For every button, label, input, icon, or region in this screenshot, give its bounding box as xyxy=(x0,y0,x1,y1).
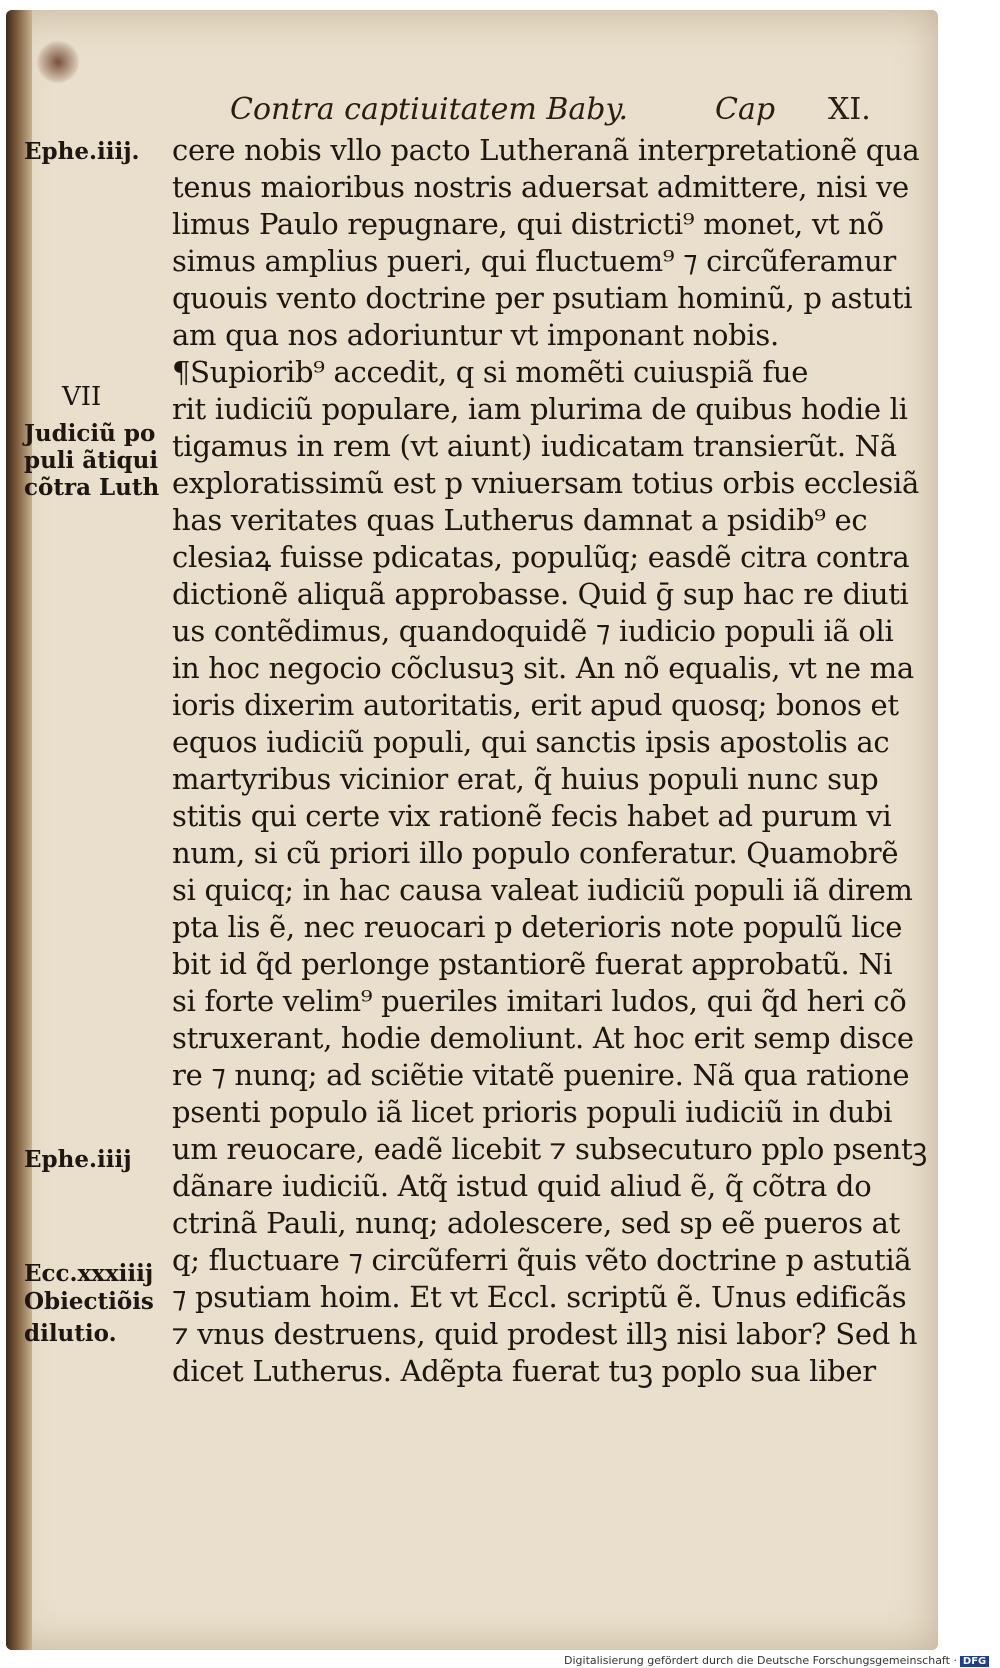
text-line: ¶Supiorib⁹ accedit, q si momẽti cuiuspiã fue xyxy=(172,355,809,389)
text-line: martyribus vicinior erat, q̃ huius populi nunc sup xyxy=(172,762,879,796)
text-line: dãnare iudiciũ. Atq̃ istud quid aliud ẽ, q̃ cõtra do xyxy=(172,1169,872,1203)
text-line: ⁊ vnus destruens, quid prodest illꝫ nisi labor? Sed h xyxy=(172,1317,918,1351)
text-line: stitis qui certe vix rationẽ fecis habet ad purum vi xyxy=(172,799,892,833)
margin-note-section-number: VII xyxy=(62,382,102,412)
text-line: clesiaꝝ fuisse pdicatas, populũq; easdẽ citra contra xyxy=(172,540,910,574)
text-line: tigamus in rem (vt aiunt) iudicatam transierũt. Nã xyxy=(172,429,897,463)
running-header xyxy=(230,92,920,132)
ink-stain xyxy=(36,40,80,84)
text-line: num, si cũ priori illo populo conferatur. Quamobrẽ xyxy=(172,836,899,870)
text-line: dicet Lutherus. Adẽpta fuerat tuꝫ poplo sua liber xyxy=(172,1354,876,1388)
text-line: limus Paulo repugnare, qui districti⁹ monet, vt nõ xyxy=(172,207,884,241)
text-line: psenti populo iã licet prioris populi iudiciũ in dubi xyxy=(172,1095,893,1129)
text-line: equos iudiciũ populi, qui sanctis ipsis apostolis ac xyxy=(172,725,890,759)
text-line: pta lis ẽ, nec reuocari p deterioris note populũ lice xyxy=(172,910,903,944)
text-line: exploratissimũ est p vniuersam totius orbis ecclesiã xyxy=(172,466,919,500)
text-line: dictionẽ aliquã approbasse. Quid ḡ sup hac re diuti xyxy=(172,577,909,611)
text-line: has veritates quas Lutherus damnat a psidib⁹ ec xyxy=(172,503,868,537)
text-line: struxerant, hodie demoliunt. At hoc erit semp disce xyxy=(172,1021,914,1055)
text-line: us contẽdimus, quandoquidẽ ⁊ iudicio populi iã oli xyxy=(172,614,894,648)
text-line: si quicq; in hac causa valeat iudiciũ populi iã direm xyxy=(172,873,913,907)
text-line: am qua nos adoriuntur vt imponant nobis. xyxy=(172,318,779,352)
text-line: quouis vento doctrine per psutiam hominũ, p astuti xyxy=(172,281,913,315)
margin-note-dilutio: dilutio. xyxy=(24,1320,117,1347)
text-line: cere nobis vllo pacto Lutheranã interpretationẽ qua xyxy=(172,133,920,167)
margin-note-objection: Obiectiõis xyxy=(24,1288,154,1315)
text-line: ⁊ psutiam hoim. Et vt Eccl. scriptũ ẽ. Unus edificãs xyxy=(172,1280,907,1314)
text-line: q; fluctuare ⁊ circũferri q̃uis vẽto doctrine p astutiã xyxy=(172,1243,912,1277)
text-line: tenus maioribus nostris aduersat admittere, nisi ve xyxy=(172,170,909,204)
margin-note-judicium-2: puli ãtiqui xyxy=(24,447,159,474)
text-line: re ⁊ nunq; ad sciẽtie vitatẽ puenire. Nã qua ratione xyxy=(172,1058,910,1092)
margin-note-ecclesiasticus: Ecc.xxxiiij xyxy=(24,1260,154,1287)
book-gutter xyxy=(6,10,32,1650)
margin-note-ephesians-2: Ephe.iiij xyxy=(24,1146,132,1173)
text-line: simus amplius pueri, qui fluctuem⁹ ⁊ circũferamur xyxy=(172,244,896,278)
margin-note-judicium-3: cõtra Luth xyxy=(24,474,160,501)
header-title: Contra captiuitatem Baby. xyxy=(230,92,628,127)
text-line: bit id q̃d perlonge pstantiorẽ fuerat approbatũ. Ni xyxy=(172,947,893,981)
text-line: ioris dixerim autoritatis, erit apud quosq; bonos et xyxy=(172,688,899,722)
dfg-logo: DFG xyxy=(960,1656,989,1667)
margin-note-judicium-1: Judiciũ po xyxy=(24,420,156,447)
footer-text: Digitalisierung gefördert durch die Deutsche Forschungsgemeinschaft · xyxy=(564,1654,957,1667)
text-line: in hoc negocio cõclusuꝫ sit. An nõ equalis, vt ne ma xyxy=(172,651,914,685)
digitization-footer xyxy=(564,1654,989,1667)
header-chapter-number: XI. xyxy=(828,92,871,127)
margin-note-ephesians-1: Ephe.iiij. xyxy=(24,138,140,165)
text-line: si forte velim⁹ pueriles imitari ludos, qui q̃d heri cõ xyxy=(172,984,907,1018)
text-line: ctrinã Pauli, nunq; adolescere, sed sp eẽ pueros at xyxy=(172,1206,900,1240)
text-line: rit iudiciũ populare, iam plurima de quibus hodie li xyxy=(172,392,908,426)
text-line: um reuocare, eadẽ licebit ⁊ subsecuturo pplo psentꝫ xyxy=(172,1132,927,1166)
main-text-block xyxy=(172,132,927,1390)
header-chapter-label: Cap xyxy=(715,92,776,127)
